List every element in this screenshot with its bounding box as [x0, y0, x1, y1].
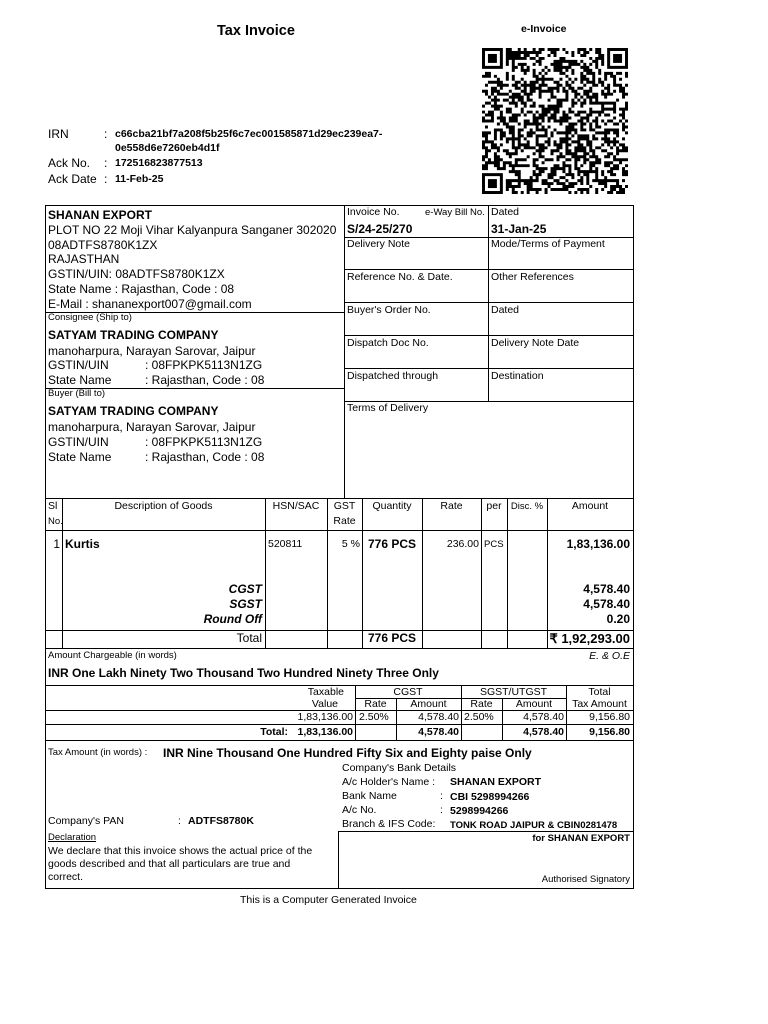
ack-no-colon: : [104, 156, 108, 170]
bank-ifs-value: TONK ROAD JAIPUR & CBIN0281478 [450, 820, 618, 831]
pan-value: ADTFS8780K [188, 815, 254, 827]
divider [481, 498, 482, 648]
bank-name-colon: : [440, 790, 443, 802]
irn-label: IRN [48, 127, 69, 141]
amount-words-value: INR One Lakh Ninety Two Thousand Two Hundred Ninety Three Only [48, 666, 439, 680]
item-desc: Kurtis [65, 537, 100, 551]
buyer-heading: Buyer (Bill to) [48, 388, 106, 399]
invoice-no-label: Invoice No. [347, 206, 400, 218]
hsn-header: HSN/SAC [272, 500, 320, 512]
consignee-name: SATYAM TRADING COMPANY [48, 328, 219, 342]
bank-acno-label: A/c No. [342, 804, 377, 816]
buyer-gstin-label: GSTIN/UIN [48, 435, 109, 449]
amount-words-label: Amount Chargeable (in words) [48, 650, 177, 661]
declaration-heading: Declaration [48, 832, 97, 843]
page-title: Tax Invoice [217, 23, 295, 39]
taxable-header-1: Taxable [307, 686, 344, 698]
divider [344, 368, 634, 369]
desc-header: Description of Goods [114, 500, 213, 512]
einvoice-label: e-Invoice [521, 23, 567, 35]
sgst-value: 4,578.40 [583, 597, 630, 611]
bank-name-value: CBI 5298994266 [450, 791, 530, 803]
invoice-date-value: 31-Jan-25 [491, 222, 547, 236]
irn-value-line1: c66cba21bf7a208f5b25f6c7ec001585871d29ec239ea7- [115, 128, 383, 140]
divider [344, 302, 634, 303]
divider [362, 498, 363, 648]
tax-words-label: Tax Amount (in words) : [48, 747, 148, 758]
divider [338, 831, 339, 889]
cgst-header: CGST [393, 686, 423, 698]
round-off-label: Round Off [203, 612, 262, 626]
irn-colon: : [104, 127, 108, 141]
divider [344, 335, 634, 336]
bank-name-label: Bank Name [342, 790, 397, 802]
divider [338, 831, 634, 832]
divider [45, 530, 634, 531]
gst-header-2: Rate [333, 515, 356, 527]
tax-words-value: INR Nine Thousand One Hundred Fifty Six and Eighty paise Only [163, 746, 532, 760]
total-label: Total [236, 631, 262, 645]
terms-delivery-label: Terms of Delivery [347, 402, 429, 414]
sl-header-1: Sl [48, 500, 58, 512]
consignee-heading: Consignee (Ship to) [48, 312, 132, 323]
bank-holder-value: SHANAN EXPORT [450, 776, 542, 788]
seller-line2: 08ADTFS8780K1ZX [48, 238, 158, 252]
sgst-header: SGST/UTGST [479, 686, 548, 698]
gst-header-1: GST [333, 500, 356, 512]
disc-header: Disc. % [510, 501, 544, 512]
bank-ifs-label: Branch & IFS Code: [342, 818, 436, 830]
tax-row-sgst-rate: 2.50% [464, 711, 494, 723]
tax-row-cgst-rate: 2.50% [359, 711, 389, 723]
dispatched-through-label: Dispatched through [347, 370, 439, 382]
other-refs-label: Other References [491, 271, 574, 283]
footer-note: This is a Computer Generated Invoice [240, 894, 417, 906]
total-qty: 776 PCS [368, 631, 417, 645]
bank-heading: Company's Bank Details [342, 762, 457, 774]
tax-total-label: Total: [260, 726, 288, 738]
buyer-address: manoharpura, Narayan Sarovar, Jaipur [48, 420, 256, 434]
qr-code-icon [482, 48, 628, 194]
declaration-line3: correct. [48, 871, 84, 883]
ack-date-label: Ack Date [48, 172, 97, 186]
bank-acno-colon: : [440, 804, 443, 816]
ack-date-colon: : [104, 172, 108, 186]
total-tax-header-1: Total [588, 686, 611, 698]
divider [344, 205, 345, 498]
amount-header: Amount [571, 500, 609, 512]
consignee-state-label: State Name [48, 373, 112, 387]
divider [45, 740, 634, 741]
pan-label: Company's PAN [48, 815, 124, 827]
seller-email: E-Mail : shananexport007@gmail.com [48, 297, 252, 311]
eoe-label: E. & O.E [589, 650, 630, 662]
irn-value-line2: 0e558d6e7260eb4d1f [115, 142, 220, 154]
consignee-address: manoharpura, Narayan Sarovar, Jaipur [48, 344, 256, 358]
item-hsn: 520811 [268, 538, 303, 550]
ack-no-label: Ack No. [48, 156, 91, 170]
item-amount: 1,83,136.00 [566, 537, 630, 551]
item-per: PCS [484, 539, 504, 550]
pan-colon: : [178, 815, 181, 827]
seller-name: SHANAN EXPORT [48, 208, 153, 222]
delivery-note-date-label: Delivery Note Date [491, 337, 580, 349]
seller-state: State Name : Rajasthan, Code : 08 [48, 282, 235, 296]
buyer-name: SATYAM TRADING COMPANY [48, 404, 219, 418]
buyer-gstin-value: : 08FPKPK5113N1ZG [145, 435, 263, 449]
tax-total-taxable: 1,83,136.00 [297, 726, 353, 738]
declaration-line2: goods described and that all particulars are true and [48, 858, 291, 870]
divider [488, 205, 489, 401]
item-rate: 236.00 [446, 538, 479, 550]
divider [265, 498, 266, 648]
buyer-state-value: : Rajasthan, Code : 08 [145, 450, 265, 464]
tax-total-amount: 9,156.80 [589, 726, 630, 738]
tax-row-sgst-amount: 4,578.40 [523, 711, 564, 723]
sgst-amount-header: Amount [515, 698, 553, 710]
cgst-rate-header: Rate [364, 698, 387, 710]
cgst-value: 4,578.40 [583, 582, 630, 596]
qty-header: Quantity [372, 500, 412, 512]
seller-address: PLOT NO 22 Moji Vihar Kalyanpura Sanganer 302020 [48, 223, 337, 237]
frame-right [633, 205, 634, 889]
dated2-label: Dated [491, 304, 520, 316]
total-amount: ₹ 1,92,293.00 [549, 631, 630, 646]
tax-row-taxable: 1,83,136.00 [297, 711, 353, 723]
frame-top [45, 205, 634, 206]
total-tax-header-2: Tax Amount [572, 698, 627, 710]
seller-gstin: GSTIN/UIN: 08ADTFS8780K1ZX [48, 267, 225, 281]
item-gst: 5 % [341, 538, 360, 550]
sl-header-2: No. [48, 516, 63, 527]
reference-label: Reference No. & Date. [347, 271, 453, 283]
divider [422, 498, 423, 648]
tax-row-total: 9,156.80 [589, 711, 630, 723]
ack-date-value: 11-Feb-25 [115, 173, 164, 185]
divider [344, 269, 634, 270]
sgst-rate-header: Rate [470, 698, 493, 710]
buyers-order-label: Buyer's Order No. [347, 304, 431, 316]
destination-label: Destination [491, 370, 544, 382]
eway-label: e-Way Bill No. [425, 207, 485, 218]
divider [45, 498, 634, 499]
consignee-state-value: : Rajasthan, Code : 08 [145, 373, 265, 387]
divider [45, 648, 634, 649]
bank-holder-label: A/c Holder's Name : [342, 776, 436, 788]
cgst-label: CGST [228, 582, 262, 596]
buyer-state-label: State Name [48, 450, 112, 464]
tax-total-cgst: 4,578.40 [418, 726, 459, 738]
round-off-value: 0.20 [606, 612, 630, 626]
consignee-gstin-label: GSTIN/UIN [48, 358, 109, 372]
consignee-gstin-value: : 08FPKPK5113N1ZG [145, 358, 263, 372]
rate-header: Rate [440, 500, 463, 512]
signature-label: Authorised Signatory [541, 874, 630, 885]
signature-for: for SHANAN EXPORT [532, 833, 630, 844]
sgst-label: SGST [229, 597, 262, 611]
delivery-note-label: Delivery Note [347, 238, 411, 250]
dated-label: Dated [491, 206, 520, 218]
bank-acno-value: 5298994266 [450, 805, 509, 817]
declaration-line1: We declare that this invoice shows the actual price of the [48, 845, 313, 857]
tax-row-cgst-amount: 4,578.40 [418, 711, 459, 723]
mode-terms-label: Mode/Terms of Payment [491, 238, 605, 250]
taxable-header-2: Value [311, 698, 338, 710]
ack-no-value: 172516823877513 [115, 157, 203, 169]
item-sl: 1 [53, 537, 60, 551]
per-header: per [486, 500, 502, 512]
frame-bottom [45, 888, 634, 889]
dispatch-doc-label: Dispatch Doc No. [347, 337, 429, 349]
seller-line3: RAJASTHAN [48, 252, 120, 266]
item-qty: 776 PCS [368, 537, 417, 551]
divider [507, 498, 508, 648]
divider [45, 724, 634, 725]
invoice-no-value: S/24-25/270 [347, 222, 413, 236]
cgst-amount-header: Amount [410, 698, 447, 710]
tax-total-sgst: 4,578.40 [523, 726, 564, 738]
